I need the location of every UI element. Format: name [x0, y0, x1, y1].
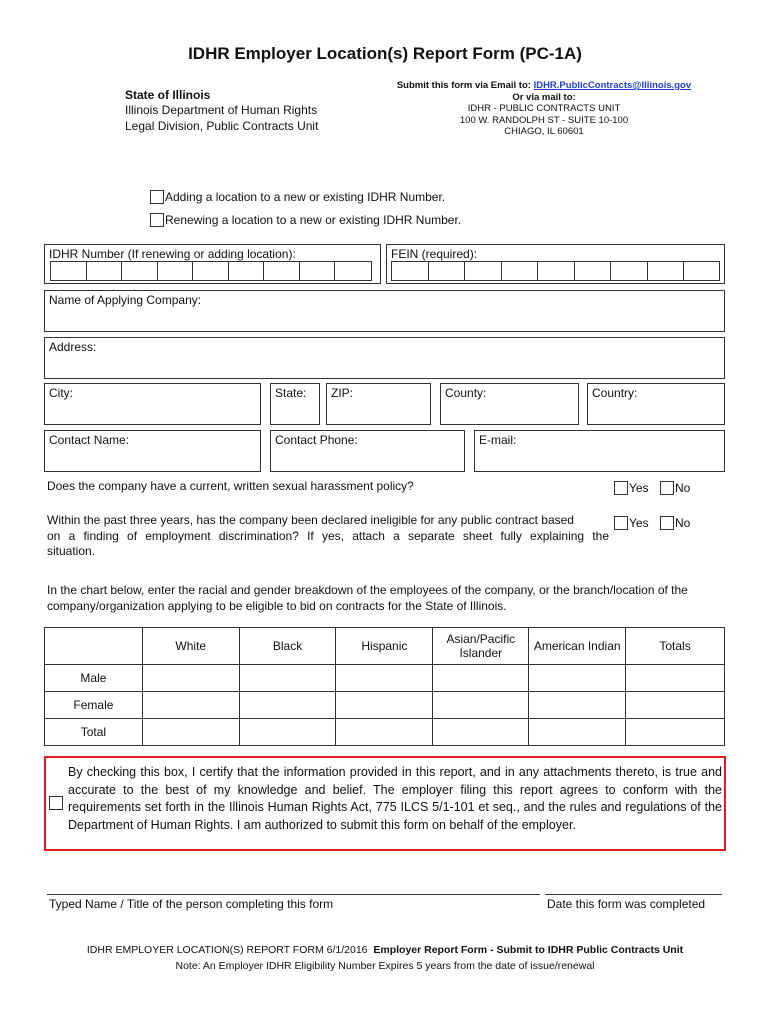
fein-digit-4[interactable]	[501, 261, 537, 281]
county-field[interactable]	[440, 383, 579, 425]
ineligible-yes-label: Yes	[629, 516, 649, 530]
table-row-male	[45, 665, 725, 692]
question-ineligible-line1: Within the past three years, has the company been declared ineligible for any public contract based	[47, 513, 574, 527]
address-label: Address:	[49, 340, 97, 354]
company-name-label: Name of Applying Company:	[49, 293, 202, 307]
city-field[interactable]	[44, 383, 261, 425]
email-field[interactable]	[474, 430, 725, 472]
row-male-label: Male	[45, 665, 143, 692]
harassment-no-label: No	[675, 481, 691, 495]
table-row-total	[45, 719, 725, 746]
footer-note: Note: An Employer IDHR Eligibility Number Expires 5 years from the date of issue/renewal	[175, 960, 595, 972]
col-asian-line1: Asian/Pacific	[446, 632, 516, 646]
col-american-indian: American Indian	[529, 628, 626, 665]
state-field[interactable]	[270, 383, 320, 425]
total-white-cell[interactable]	[142, 719, 239, 746]
contact-name-field[interactable]	[44, 430, 261, 472]
table-corner-cell	[45, 628, 143, 665]
total-hispanic-cell[interactable]	[336, 719, 433, 746]
ineligible-no-label: No	[675, 516, 691, 530]
fein-digit-3[interactable]	[464, 261, 501, 281]
typed-name-line[interactable]	[47, 894, 540, 895]
row-total-label: Total	[45, 719, 143, 746]
female-hispanic-cell[interactable]	[336, 692, 433, 719]
female-american-indian-cell[interactable]	[529, 692, 626, 719]
adding-location-label: Adding a location to a new or existing IDHR Number.	[165, 190, 446, 204]
question-harassment-policy: Does the company have a current, written sexual harassment policy?	[47, 479, 414, 493]
total-asian-cell[interactable]	[433, 719, 529, 746]
male-white-cell[interactable]	[142, 665, 239, 692]
footer-form-line	[0, 944, 770, 956]
address-field[interactable]	[44, 337, 725, 379]
fein-digit-1[interactable]	[391, 261, 428, 281]
submit-label: Submit this form via Email to:	[396, 80, 531, 91]
idhr-digit-7[interactable]	[263, 261, 299, 281]
idhr-digit-4[interactable]	[157, 261, 192, 281]
renewing-location-label: Renewing a location to a new or existing IDHR Number.	[165, 213, 462, 227]
mail-city: CHIAGO, IL 60601	[504, 126, 584, 137]
certification-text: By checking this box, I certify that the information provided in this report, and in any attachments thereto, is true and accurate to the best of my knowledge and belief. The employer filing this report agrees to conform with the requirements set forth in the Illinois Human Rights Act, 775 ILCS 5/1-101 et seq., and the rules and regulations of the Department of Human Rights. I am authorized to submit this form on behalf of the employer.	[68, 765, 722, 832]
chart-intro-line1: In the chart below, enter the racial and gender breakdown of the employees of the company, or the branch/location of the	[47, 583, 688, 597]
question-ineligible-line3: situation.	[47, 544, 96, 558]
typed-name-label: Typed Name / Title of the person completing this form	[49, 897, 334, 911]
division-label: Legal Division, Public Contracts Unit	[125, 119, 319, 133]
state-label: State of Illinois	[125, 88, 211, 102]
ineligible-yes-checkbox[interactable]	[614, 516, 628, 530]
form-title: IDHR Employer Location(s) Report Form (PC-1A)	[188, 44, 582, 63]
total-totals-cell[interactable]	[626, 719, 725, 746]
email-label: E-mail:	[479, 433, 517, 447]
col-totals: Totals	[626, 628, 725, 665]
question-ineligible-line2: on a finding of employment discrimination? If yes, attach a separate sheet fully explaining the	[47, 529, 609, 543]
col-black: Black	[239, 628, 336, 665]
or-mail-label: Or via mail to:	[512, 91, 576, 103]
fein-digit-6[interactable]	[574, 261, 610, 281]
idhr-digit-3[interactable]	[121, 261, 157, 281]
idhr-digit-2[interactable]	[86, 261, 121, 281]
female-totals-cell[interactable]	[626, 692, 725, 719]
contact-phone-field[interactable]	[270, 430, 465, 472]
submit-email-link[interactable]: IDHR.PublicContracts@Illinois.gov	[533, 80, 692, 91]
total-american-indian-cell[interactable]	[529, 719, 626, 746]
idhr-digit-5[interactable]	[192, 261, 228, 281]
footer-form-id: IDHR EMPLOYER LOCATION(S) REPORT FORM 6/1/2016	[86, 944, 368, 956]
certification-box	[44, 756, 726, 851]
male-hispanic-cell[interactable]	[336, 665, 433, 692]
fein-cells	[391, 261, 720, 281]
idhr-number-label: IDHR Number (If renewing or adding location):	[49, 247, 296, 261]
date-label: Date this form was completed	[547, 897, 706, 911]
col-asian-pacific-islander	[433, 628, 529, 665]
female-asian-cell[interactable]	[433, 692, 529, 719]
table-row-female	[45, 692, 725, 719]
country-field[interactable]	[587, 383, 725, 425]
male-american-indian-cell[interactable]	[529, 665, 626, 692]
mail-unit: IDHR - PUBLIC CONTRACTS UNIT	[467, 103, 621, 114]
row-female-label: Female	[45, 692, 143, 719]
female-white-cell[interactable]	[142, 692, 239, 719]
idhr-digit-1[interactable]	[50, 261, 86, 281]
fein-digit-2[interactable]	[428, 261, 464, 281]
footer-form-desc: Employer Report Form - Submit to IDHR Public Contracts Unit	[373, 944, 684, 956]
fein-digit-8[interactable]	[647, 261, 683, 281]
idhr-digit-6[interactable]	[228, 261, 263, 281]
male-black-cell[interactable]	[239, 665, 336, 692]
renewing-location-checkbox[interactable]	[150, 213, 164, 227]
col-asian-line2: Islander	[459, 646, 503, 660]
harassment-yes-checkbox[interactable]	[614, 481, 628, 495]
submit-instructions	[388, 80, 700, 138]
employee-breakdown-table	[44, 627, 725, 746]
harassment-yes-label: Yes	[629, 481, 649, 495]
female-black-cell[interactable]	[239, 692, 336, 719]
idhr-digit-9[interactable]	[334, 261, 372, 281]
male-asian-cell[interactable]	[433, 665, 529, 692]
col-white: White	[142, 628, 239, 665]
contact-phone-label: Contact Phone:	[275, 433, 358, 447]
department-label: Illinois Department of Human Rights	[125, 103, 318, 117]
fein-label: FEIN (required):	[391, 247, 478, 261]
contact-name-label: Contact Name:	[49, 433, 130, 447]
mail-street: 100 W. RANDOLPH ST - SUITE 10-100	[459, 114, 629, 126]
date-line[interactable]	[545, 894, 722, 895]
harassment-no-checkbox[interactable]	[660, 481, 674, 495]
company-name-field[interactable]	[44, 290, 725, 332]
certification-checkbox[interactable]	[49, 796, 63, 810]
country-label: Country:	[592, 386, 638, 400]
fein-digit-5[interactable]	[537, 261, 574, 281]
male-totals-cell[interactable]	[626, 665, 725, 692]
idhr-digit-8[interactable]	[299, 261, 334, 281]
chart-intro-line2: company/organization applying to be eligible to bid on contracts for the State of Illinois.	[47, 599, 507, 613]
city-label: City:	[49, 386, 73, 400]
fein-digit-9[interactable]	[683, 261, 720, 281]
zip-label: ZIP:	[331, 386, 354, 400]
county-label: County:	[445, 386, 487, 400]
state-label-field: State:	[275, 386, 307, 400]
ineligible-no-checkbox[interactable]	[660, 516, 674, 530]
adding-location-checkbox[interactable]	[150, 190, 164, 204]
col-hispanic: Hispanic	[336, 628, 433, 665]
total-black-cell[interactable]	[239, 719, 336, 746]
fein-digit-7[interactable]	[610, 261, 647, 281]
zip-field[interactable]	[326, 383, 431, 425]
idhr-number-cells	[50, 261, 372, 281]
table-header-row	[45, 628, 725, 665]
